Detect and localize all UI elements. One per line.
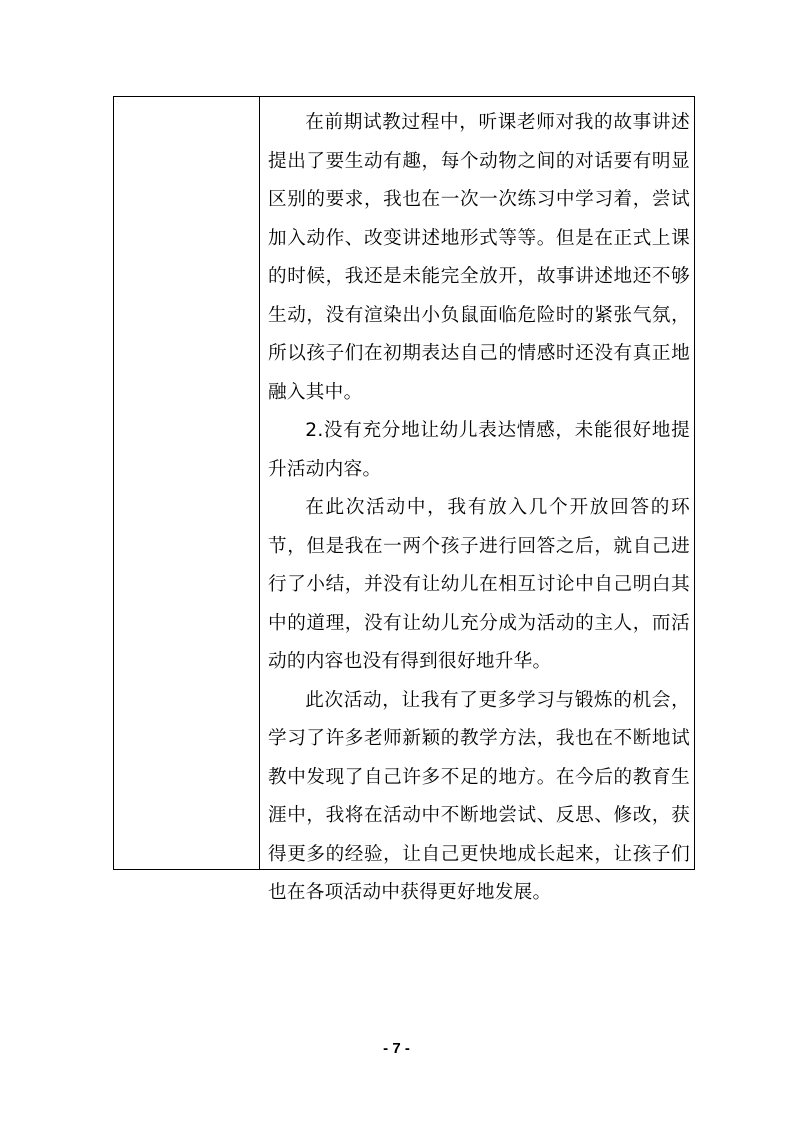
paragraph-open-questions: 在此次活动中，我有放入几个开放回答的环节，但是我在一两个孩子进行回答之后，就自己进行了小结，并没有让幼儿在相互讨论中自己明白其中的道理，没有让幼儿充分成为活动的主人，而活动的内容也没有得到很好地升华。 xyxy=(268,497,690,672)
table-content-cell xyxy=(260,97,694,903)
page-number: - 7 - xyxy=(383,1040,410,1057)
reflection-table xyxy=(113,96,695,903)
paragraph-conclusion: 此次活动，让我有了更多学习与锻炼的机会，学习了许多老师新颖的教学方法，我也在不断地试教中发现了自己许多不足的地方。在今后的教育生涯中，我将在活动中不断地尝试、反思、修改，获得更多的经验，让自己更快地成长起来，让孩子们也在各项活动中获得更好地发展。 xyxy=(268,689,690,903)
paragraph-trial-teaching: 在前期试教过程中，听课老师对我的故事讲述提出了要生动有趣，每个动物之间的对话要有明显区别的要求，我也在一次一次练习中学习着，尝试加入动作、改变讲述地形式等等。但是在正式上课的时候，我还是未能完全放开，故事讲述地还不够生动，没有渲染出小负鼠面临危险时的紧张气氛，所以孩子们在初期表达自己的情感时还没有真正地融入其中。 xyxy=(268,112,690,403)
paragraph-point-2-heading: 2.没有充分地让幼儿表达情感，未能很好地提升活动内容。 xyxy=(268,420,690,480)
table-label-cell xyxy=(114,97,260,869)
